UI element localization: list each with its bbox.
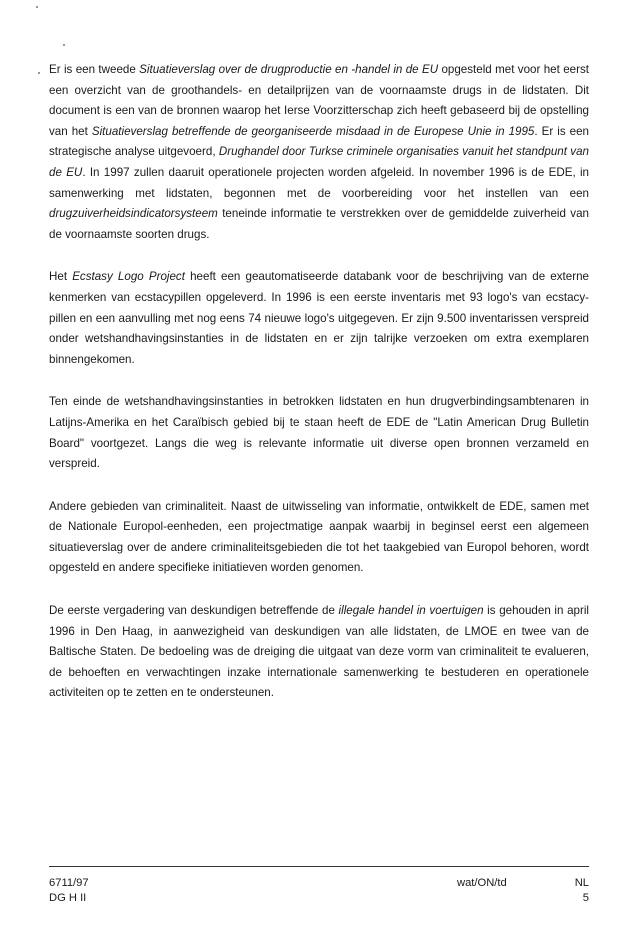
italic-title-text: Situatieverslag over de drugproductie en -handel in de EU [139,63,439,76]
body-text [49,60,589,726]
paragraph-text: . Er is een strategische analyse uitgevoerd, [49,124,589,159]
paragraph-text: heeft een geautomatiseerde databank voor de beschrijving van de externe kenmerken van ecstacypillen opgeleverd. In 1996 is een eerste inventaris met 93 logo's van ecstacy-pillen en een aanvulling met nog eens 74 nieuwe logo's uitgegeven. Er zijn 9.500 inventarissen verspreid onder wetshandhavingsinstanties in de lidstaten en er zijn talrijke verzoeken om extra exemplaren binnengekomen. [49,270,589,366]
paragraph-text: Er is een tweede [49,63,140,76]
paragraph-text: is gehouden in april 1996 in Den Haag, in aanwezigheid van deskundigen van alle lidstaten, de LMOE en twee van de Baltische Staten. De bedoeling was de dreiging die uitgaat van deze vorm van criminaliteit te evalueren, de behoeften en verwachtingen inzake internationale samenwerking te bestuderen en operationele activiteiten op te zetten en te ondersteunen. [49,604,589,700]
body-paragraph [49,267,589,370]
paragraph-text: . In 1997 zullen daaruit operationele projecten worden afgeleid. In november 1996 is de EDE, in samenwerking met lidstaten, begonnen met de voorbereiding voor het instellen van een [49,165,589,200]
footer-rule [49,866,589,867]
scan-speck [36,6,38,8]
author-initials: wat/ON/td [457,877,507,889]
paragraph-text: Andere gebieden van criminaliteit. Naast de uitwisseling van informatie, ontwikkelt de EDE, samen met de Nationale Europol-eenheden, een projectmatige aanpak waarbij in beginsel eerst een algemeen situatieverslag over de andere criminaliteitsgebieden die tot het taakgebied van Europol behoren, wordt opgesteld en andere specifieke initiatieven worden genomen. [49,499,589,575]
paragraph-text: Ten einde de wetshandhavingsinstanties in betrokken lidstaten en hun drugverbindingsambtenaren in Latijns-Amerika en het Caraïbisch gebied bij te staan heeft de EDE de "Latin American Drug Bulletin Board" voortgezet. Langs die weg is relevante informatie uit diverse open bronnen verzameld en verspreid. [49,395,589,471]
scan-speck [63,44,65,46]
body-paragraph [49,392,589,474]
italic-title-text: drugzuiverheidsindicatorsysteem [49,207,218,221]
paragraph-text: De eerste vergadering van deskundigen betreffende de [49,604,339,618]
language-code: NL [574,877,589,889]
italic-title-text: Situatieverslag betreffende de georganiseerde misdaad in de Europese Unie in 1995 [91,124,535,138]
paragraph-text: Het [49,270,73,284]
italic-title-text: Drughandel door Turkse criminele organisaties vanuit het standpunt van de EU [49,145,589,179]
directorate: DG H II [49,892,87,904]
body-paragraph [49,497,589,579]
italic-title-text: illegale handel in voertuigen [338,604,484,618]
paragraph-text: opgesteld met voor het eerst een overzicht van de groothandels- en detailprijzen van de voornaamste drugs in de lidstaten. Dit document is een van de bronnen waarop het Ierse Voorzitterschap zich heeft gebaseerd bij de opstelling van het [49,63,589,138]
doc-number: 6711/97 [49,877,89,889]
italic-title-text: Ecstasy Logo Project [72,270,185,284]
scan-speck [38,72,40,74]
body-paragraph [49,60,589,245]
body-paragraph [49,601,589,704]
paragraph-text: teneinde informatie te verstrekken over de gemiddelde zuiverheid van de voornaamste soorten drugs. [49,207,589,241]
page-number: 5 [582,892,589,904]
